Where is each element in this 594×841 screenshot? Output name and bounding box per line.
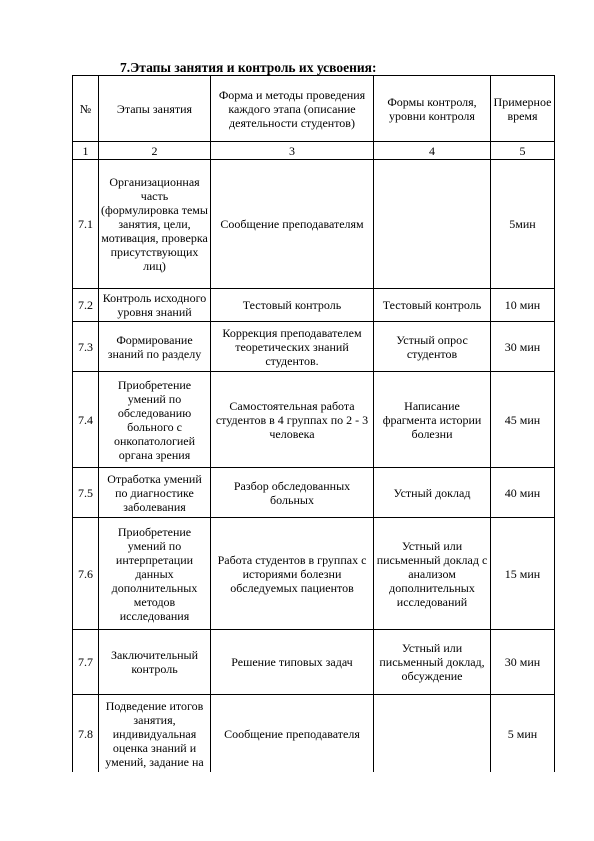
row-stage: Формирование знаний по разделу (99, 322, 211, 372)
row-form: Решение типовых задач (211, 630, 374, 695)
row-control (374, 160, 491, 289)
table-index-row (73, 142, 555, 160)
row-stage: Отработка умений по диагностике заболевания (99, 468, 211, 518)
row-control: Написание фрагмента истории болезни (374, 372, 491, 468)
row-form: Тестовый контроль (211, 289, 374, 322)
table-row (73, 372, 555, 468)
row-time: 5мин (491, 160, 555, 289)
row-num: 7.8 (73, 695, 99, 773)
row-stage: Контроль исходного уровня знаний (99, 289, 211, 322)
header-num: № (73, 76, 99, 142)
table-row (73, 518, 555, 630)
row-num: 7.7 (73, 630, 99, 695)
row-num: 7.1 (73, 160, 99, 289)
row-form: Сообщение преподавателя (211, 695, 374, 773)
table-row (73, 322, 555, 372)
row-stage: Подведение итогов занятия, индивидуальная оценка знаний и умений, задание на (99, 695, 211, 773)
table-row (73, 289, 555, 322)
row-control: Устный доклад (374, 468, 491, 518)
section-title: 7.Этапы занятия и контроль их усвоения: (120, 60, 377, 75)
row-stage: Приобретение умений по обследованию больного с онкопатологией органа зрения (99, 372, 211, 468)
index-cell: 4 (374, 142, 491, 160)
row-time: 30 мин (491, 630, 555, 695)
row-time: 15 мин (491, 518, 555, 630)
row-form: Коррекция преподавателем теоретических знаний студентов. (211, 322, 374, 372)
row-time: 30 мин (491, 322, 555, 372)
row-num: 7.4 (73, 372, 99, 468)
table-header-row (73, 76, 555, 142)
index-cell: 3 (211, 142, 374, 160)
table-row (73, 160, 555, 289)
header-control: Формы контроля, уровни контроля (374, 76, 491, 142)
row-form: Разбор обследованных больных (211, 468, 374, 518)
row-control: Устный или письменный доклад, обсуждение (374, 630, 491, 695)
row-form: Сообщение преподавателям (211, 160, 374, 289)
row-num: 7.5 (73, 468, 99, 518)
row-stage: Организационная часть (формулировка темы занятия, цели, мотивация, проверка присутствующих лиц) (99, 160, 211, 289)
table-row (73, 468, 555, 518)
row-num: 7.6 (73, 518, 99, 630)
row-control (374, 695, 491, 773)
table-row (73, 630, 555, 695)
row-control: Устный или письменный доклад с анализом дополнительных исследований (374, 518, 491, 630)
row-form: Самостоятельная работа студентов в 4 группах по 2 - 3 человека (211, 372, 374, 468)
row-num: 7.2 (73, 289, 99, 322)
row-form: Работа студентов в группах с историями болезни обследуемых пациентов (211, 518, 374, 630)
header-stage: Этапы занятия (99, 76, 211, 142)
row-stage: Приобретение умений по интерпретации данных дополнительных методов исследования (99, 518, 211, 630)
lesson-stages-table (72, 75, 555, 772)
row-time: 10 мин (491, 289, 555, 322)
index-cell: 2 (99, 142, 211, 160)
header-time: Примерное время (491, 76, 555, 142)
row-time: 5 мин (491, 695, 555, 773)
row-time: 40 мин (491, 468, 555, 518)
row-stage: Заключительный контроль (99, 630, 211, 695)
table-row (73, 695, 555, 773)
header-form: Форма и методы проведения каждого этапа (описание деятельности студентов) (211, 76, 374, 142)
row-num: 7.3 (73, 322, 99, 372)
index-cell: 5 (491, 142, 555, 160)
row-control: Тестовый контроль (374, 289, 491, 322)
row-control: Устный опрос студентов (374, 322, 491, 372)
row-time: 45 мин (491, 372, 555, 468)
index-cell: 1 (73, 142, 99, 160)
